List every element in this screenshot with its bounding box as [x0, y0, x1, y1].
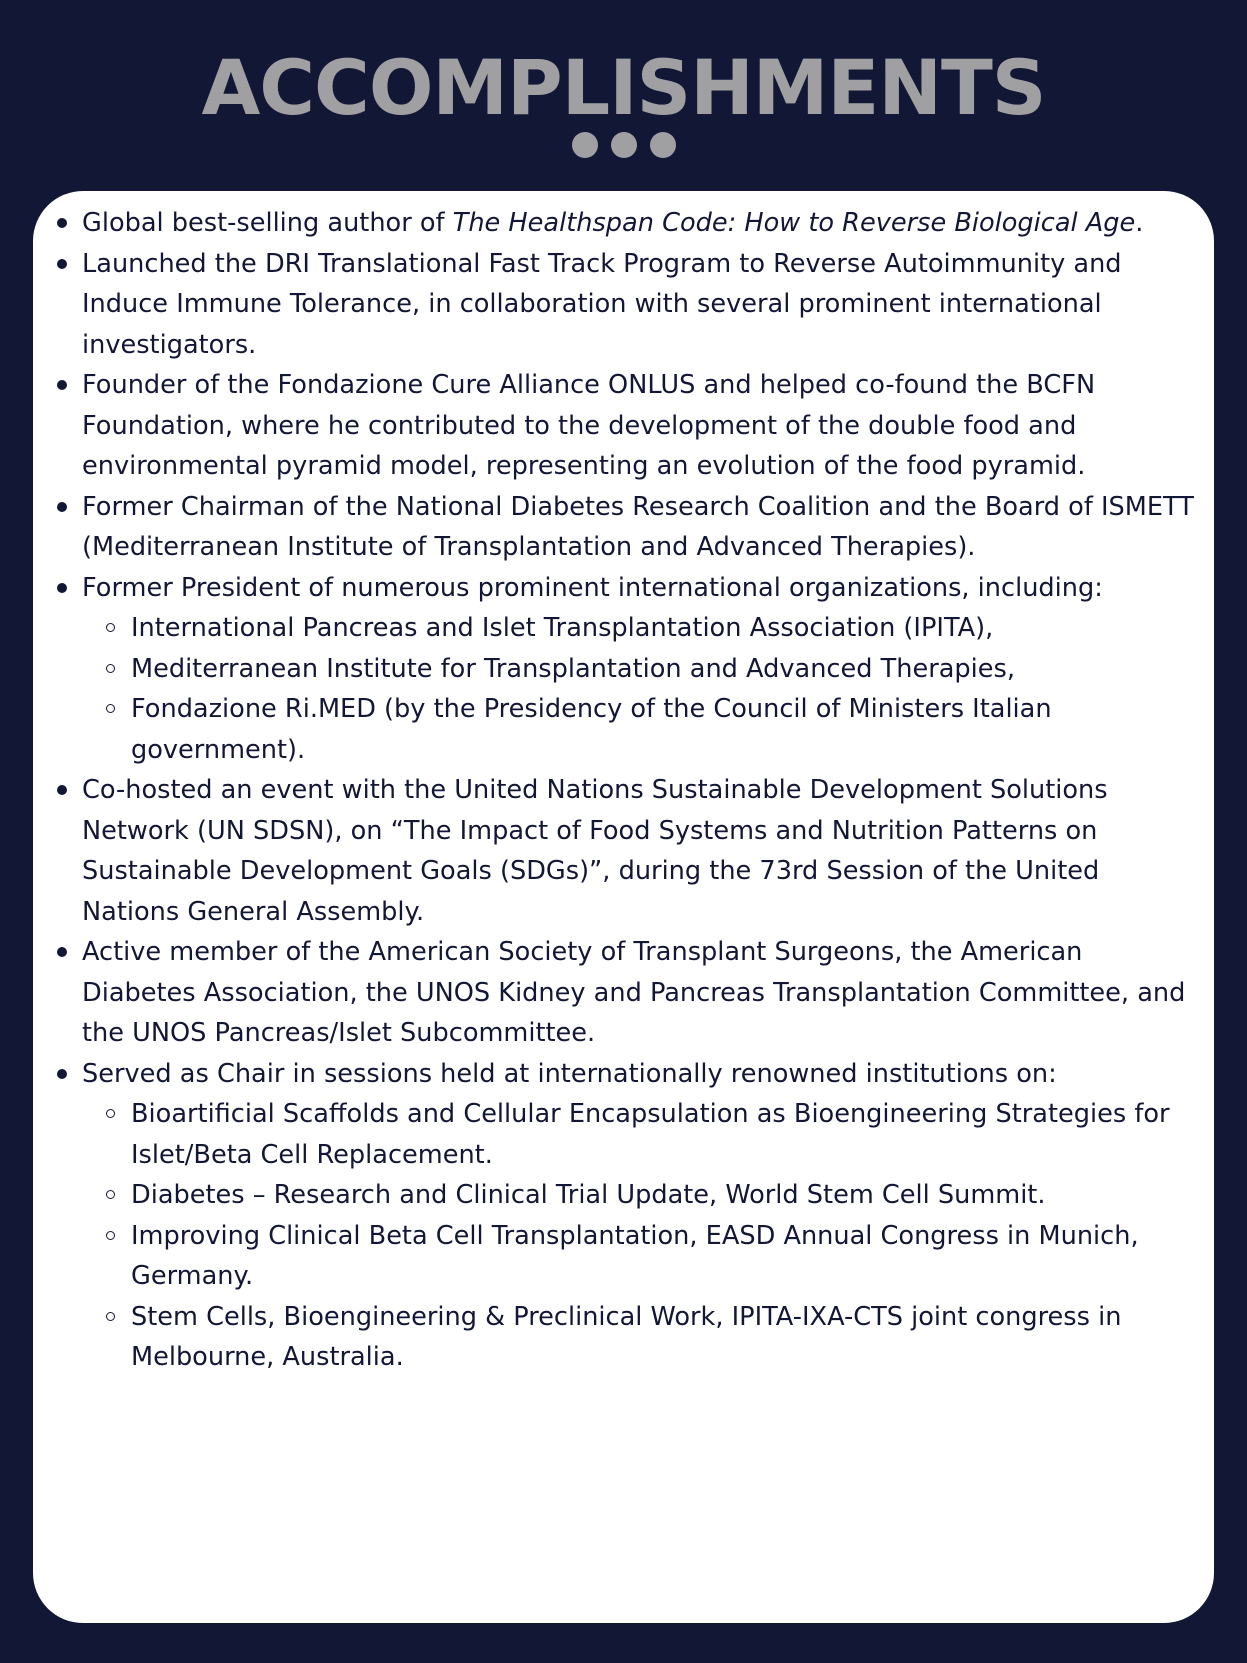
item-text-end: . [1135, 208, 1144, 238]
page-title: ACCOMPLISHMENTS [201, 43, 1046, 132]
sub-item: International Pancreas and Islet Transplantation Association (IPITA), [82, 608, 1200, 649]
sub-item: Bioartificial Scaffolds and Cellular Encapsulation as Bioengineering Strategies for Islet/Beta Cell Replacement. [82, 1094, 1200, 1175]
sub-item: Improving Clinical Beta Cell Transplantation, EASD Annual Congress in Munich, Germany. [82, 1216, 1200, 1297]
sub-list-organizations [82, 608, 1200, 770]
list-item-president [33, 568, 1200, 771]
list-item-chairman: Former Chairman of the National Diabetes Research Coalition and the Board of ISMETT (Mediterranean Institute of Transplantation and Advanced Therapies). [33, 487, 1200, 568]
list-item-chair-sessions [33, 1054, 1200, 1378]
sub-list-sessions [82, 1094, 1200, 1378]
list-item-un-event: Co-hosted an event with the United Nations Sustainable Development Solutions Network (UN SDSN), on “The Impact of Food Systems and Nutrition Patterns on Sustainable Development Goals (SDGs)”, during the 73rd Session of the United Nations General Assembly. [33, 770, 1200, 932]
list-item-dri-program: Launched the DRI Translational Fast Track Program to Reverse Autoimmunity and Induce Immune Tolerance, in collaboration with several prominent international investigators. [33, 244, 1200, 366]
list-item-memberships: Active member of the American Society of Transplant Surgeons, the American Diabetes Association, the UNOS Kidney and Pancreas Transplantation Committee, and the UNOS Pancreas/Islet Subcommittee. [33, 932, 1200, 1054]
sub-item: Stem Cells, Bioengineering & Preclinical Work, IPITA-IXA-CTS joint congress in Melbourne, Australia. [82, 1297, 1200, 1378]
list-item-fondazione: Founder of the Fondazione Cure Alliance ONLUS and helped co-found the BCFN Foundation, where he contributed to the development of the double food and environmental pyramid model, representing an evolution of the food pyramid. [33, 365, 1200, 487]
item-text: Served as Chair in sessions held at internationally renowned institutions on: [82, 1058, 1057, 1089]
sub-item: Diabetes – Research and Clinical Trial Update, World Stem Cell Summit. [82, 1175, 1200, 1216]
list-item-author [33, 203, 1200, 244]
accomplishments-list [33, 203, 1200, 1378]
book-title: The Healthspan Code: How to Reverse Biological Age [452, 208, 1136, 238]
sub-item: Mediterranean Institute for Transplantation and Advanced Therapies, [82, 649, 1200, 690]
accomplishments-card [33, 191, 1214, 1623]
item-text: Global best-selling author of [82, 208, 453, 238]
item-text: Former President of numerous prominent international organizations, including: [82, 572, 1103, 603]
ornament-dot [650, 132, 676, 158]
ornament-dot [572, 132, 598, 158]
title-dots-ornament [0, 132, 1247, 158]
sub-item: Fondazione Ri.MED (by the Presidency of the Council of Ministers Italian government). [82, 689, 1200, 770]
ornament-dot [611, 132, 637, 158]
